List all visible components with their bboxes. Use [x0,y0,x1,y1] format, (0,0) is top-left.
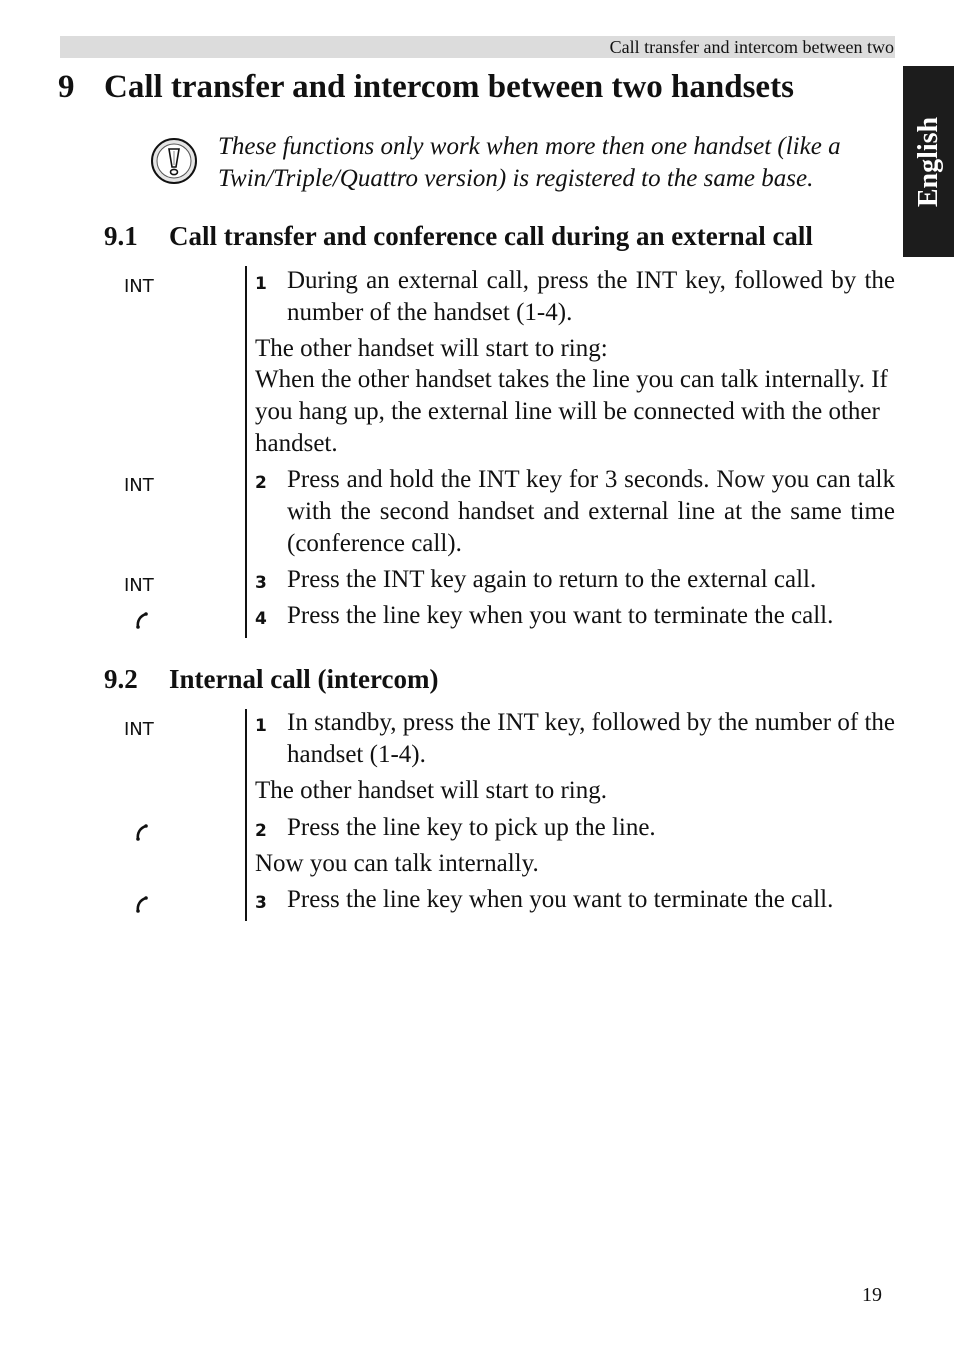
step-number: 3 [255,893,267,913]
step-text: In standby, press the INT key, followed by the number of the handset (1-4). [287,709,895,768]
step-number: 1 [255,716,267,736]
running-header-title: Call transfer and intercom between two [609,37,894,57]
step-item [255,265,895,329]
section-9-1-number: 9.1 [104,221,138,251]
section-9-2-number: 9.2 [104,664,138,694]
step-text: Press and hold the INT key for 3 seconds. Now you can talk with the second handset and external line at the same time (conference call). [287,466,895,557]
section-9-1-title: Call transfer and conference call during an external call [169,221,813,251]
step-number: 3 [255,573,267,593]
margin-rule [245,709,247,921]
section-9-2-title: Internal call (intercom) [169,664,439,694]
step-number: 2 [255,821,267,841]
line-key-icon [131,894,151,916]
body-paragraph: Now you can talk internally. [255,850,539,877]
step-text: Press the line key to pick up the line. [287,814,656,841]
note-text: These functions only work when more then one handset (like a Twin/Triple/Quattro version) is registered to the same base. [218,133,841,192]
step-text: Press the line key when you want to terminate the call. [287,602,834,629]
margin-rule [245,266,247,638]
section-9-1-heading [104,221,813,252]
step-text: Press the INT key again to return to the external call. [287,566,817,593]
body-paragraph: The other handset will start to ring. [255,777,608,804]
step-item [255,884,895,916]
section-9-2-heading [104,664,438,695]
exclamation-note-icon [150,137,198,185]
step-item [255,564,895,596]
body-paragraph: When the other handset takes the line you can talk internally. If you hang up, the external line will be connected with the other handset. [255,366,888,457]
line-key-icon [131,822,151,844]
language-tab [903,66,954,257]
body-paragraph: The other handset will start to ring: [255,335,608,362]
step-item [255,707,895,771]
line-key-icon [131,610,151,632]
int-key-label: INT [124,575,154,596]
step-item [255,600,895,632]
int-key-label: INT [124,719,154,740]
step-number: 4 [255,609,267,629]
chapter-heading [58,69,794,106]
step-number: 1 [255,274,267,294]
step-item [255,464,895,560]
chapter-number: 9 [58,69,75,105]
int-key-label: INT [124,475,154,496]
step-item [255,812,895,844]
chapter-title: Call transfer and intercom between two handsets [104,69,794,105]
step-text: During an external call, press the INT key, followed by the number of the handset (1-4). [287,267,895,326]
step-text: Press the line key when you want to terminate the call. [287,886,834,913]
step-number: 2 [255,473,267,493]
page-number: 19 [862,1284,882,1306]
language-tab-label: English [912,116,944,207]
int-key-label: INT [124,276,154,297]
